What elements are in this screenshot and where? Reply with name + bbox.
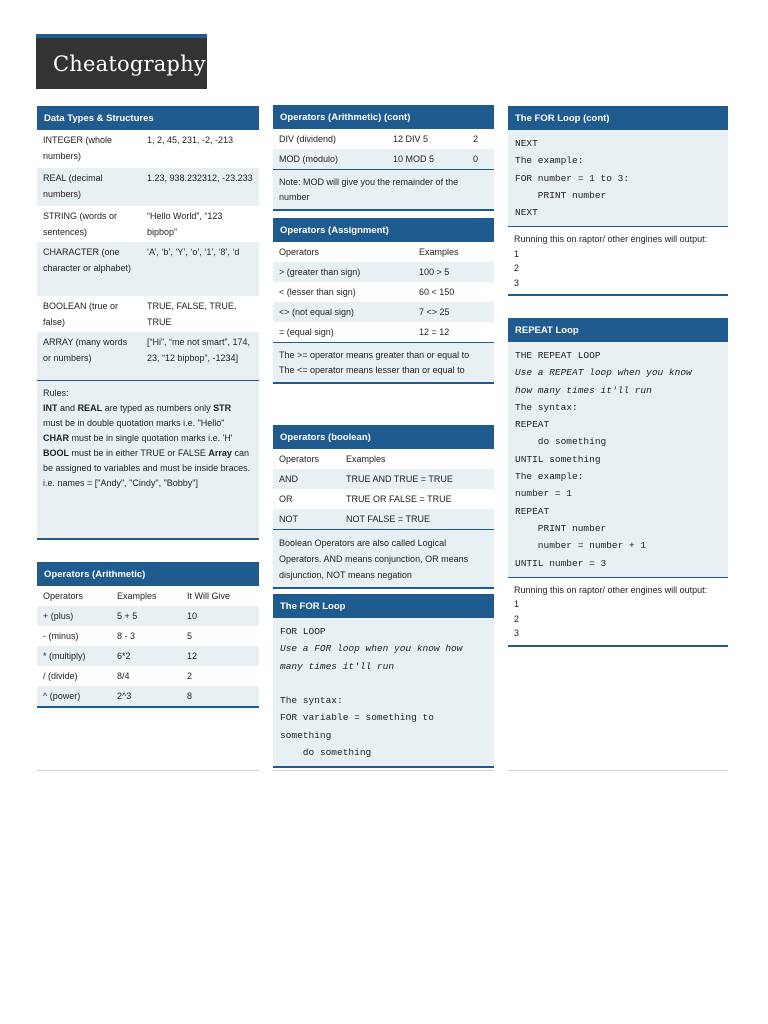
output-line: 3 (514, 277, 520, 288)
cell: + (plus) (37, 606, 111, 626)
note-text: Running this on raptor/ other engines will output: (514, 234, 708, 245)
type-name: ARRAY (many words or numbers) (37, 332, 141, 380)
column-header: Examples (419, 247, 459, 257)
boolean-section (273, 425, 494, 589)
cell: 8/4 (117, 671, 130, 681)
table-row (273, 469, 494, 489)
table-row (37, 296, 259, 332)
output-line: 1 (514, 248, 520, 259)
code-line: THE REPEAT LOOP (515, 350, 601, 361)
section-title: The FOR Loop (273, 594, 494, 618)
rule-text: must be in double quotation marks i.e. "Hello" (43, 418, 225, 428)
table-row (37, 130, 259, 168)
rule-text: must be in either TRUE or FALSE (71, 448, 206, 458)
table-row (37, 242, 259, 296)
column-header: Operators (279, 247, 320, 257)
code-line: The syntax: (515, 401, 578, 413)
type-example: “Hello World”, “123 bipbop” (147, 211, 223, 237)
cell: 2 (187, 671, 193, 681)
data-types-section (37, 106, 259, 540)
column-header: It Will Give (187, 591, 231, 601)
cell: DIV (dividend) (279, 134, 337, 144)
for-loop-code (273, 618, 494, 766)
rule-text: can be assigned to variables and must be inside braces. i.e. names = ["Andy", "Cindy", "Bobby"] (43, 448, 251, 488)
for-cont-section (508, 106, 728, 296)
table-row (273, 302, 494, 322)
note-text: Running this on raptor/ other engines will output: (514, 584, 708, 595)
repeat-section (508, 318, 728, 647)
section-title: REPEAT Loop (508, 318, 728, 342)
cell: 5 (187, 631, 193, 641)
assign-note (273, 342, 494, 382)
table-row (37, 168, 259, 206)
note-line: The >= operator means greater than or equal to (279, 350, 470, 360)
code-line: NEXT (515, 138, 538, 149)
blank-line (280, 675, 488, 692)
section-title: Operators (boolean) (273, 425, 494, 449)
code-line: REPEAT (515, 505, 550, 517)
table-row (37, 646, 259, 666)
rule-keyword: INT (43, 403, 58, 413)
output-line: 2 (514, 263, 520, 274)
table-header-row (273, 449, 494, 469)
table-header-row (37, 586, 259, 606)
type-example: 1, 2, 45, 231, -2, -213 (147, 135, 234, 145)
code-line: PRINT number (515, 189, 607, 201)
table-row (37, 666, 259, 686)
table-row (273, 489, 494, 509)
code-line: FOR LOOP (280, 626, 326, 637)
column-divider (273, 770, 494, 771)
type-name: CHARACTER (one character or alphabet) (37, 242, 141, 296)
cell: 2^3 (111, 686, 181, 706)
boolean-note: Boolean Operators are also called Logical Operators. AND means conjunction, OR means disjunction, NOT means negation (273, 529, 494, 587)
cell: - (minus) (43, 631, 79, 641)
arith-cont-section (273, 105, 494, 211)
cell: 60 < 150 (419, 287, 455, 297)
cell: 5 + 5 (111, 606, 181, 626)
code-line: something (280, 729, 332, 741)
arith-cont-table (273, 129, 494, 169)
cell: 12 = 12 (419, 327, 450, 337)
cell: 8 (181, 686, 259, 706)
boolean-table (273, 449, 494, 529)
cell: 12 (181, 646, 259, 666)
cell: 6*2 (111, 646, 181, 666)
code-line: how many times it'll run (515, 384, 652, 396)
rule-keyword: CHAR (43, 433, 69, 443)
cell: OR (279, 494, 293, 504)
cell: AND (273, 469, 340, 489)
type-name: REAL (decimal numbers) (37, 168, 141, 206)
code-line: The syntax: (280, 695, 343, 707)
code-line: number = 1 (515, 488, 573, 500)
section-title: Data Types & Structures (37, 106, 259, 130)
column-header: Operators (43, 591, 84, 601)
data-types-table (37, 130, 259, 380)
type-example: TRUE, FALSE, TRUE, TRUE (147, 301, 237, 327)
type-name: INTEGER (whole numbers) (43, 135, 113, 161)
cell: 10 MOD 5 (387, 149, 467, 169)
table-row (37, 686, 259, 706)
code-line: do something (515, 436, 607, 448)
table-row (37, 606, 259, 626)
cell: < (lesser than sign) (279, 287, 356, 297)
rules-note (37, 380, 259, 538)
table-row (273, 149, 494, 169)
table-row (37, 626, 259, 646)
column-divider (508, 770, 728, 771)
rule-keyword: STR (213, 403, 232, 413)
rule-keyword: REAL (77, 403, 103, 413)
output-line: 2 (514, 613, 520, 624)
cell: NOT FALSE = TRUE (340, 509, 494, 529)
code-line: do something (280, 747, 372, 759)
code-line: NEXT (515, 207, 538, 219)
type-name: STRING (words or sentences) (43, 211, 118, 237)
code-line: PRINT number (515, 522, 607, 534)
table-row (273, 509, 494, 529)
column-header: Examples (346, 454, 386, 464)
table-row (273, 262, 494, 282)
code-line: FOR variable = something to (280, 712, 434, 724)
output-line: 1 (514, 599, 520, 610)
section-title: Operators (Arithmetic) (37, 562, 259, 586)
table-header-row (273, 242, 494, 262)
column-header: Examples (117, 591, 157, 601)
section-title: Operators (Assignment) (273, 218, 494, 242)
table-row (37, 332, 259, 380)
cell: NOT (273, 509, 340, 529)
type-example: [“Hi”, “me not smart”, 174, 23, “12 bipbop”, -1234] (141, 332, 259, 380)
table-row (273, 322, 494, 342)
code-line: UNTIL something (515, 453, 601, 465)
for-loop-section (273, 594, 494, 768)
cell: TRUE OR FALSE = TRUE (346, 494, 452, 504)
code-line: FOR number = 1 to 3: (515, 172, 630, 184)
code-line: UNTIL number = 3 (515, 557, 607, 569)
cell: 10 (181, 606, 259, 626)
output-note (508, 577, 728, 645)
code-line: many times it'll run (280, 660, 395, 672)
repeat-code (508, 342, 728, 577)
code-line: REPEAT (515, 419, 550, 431)
cell: MOD (modulo) (273, 149, 387, 169)
code-line: The example: (515, 471, 584, 483)
type-example: 1.23, 938.232312, -23.233 (141, 168, 259, 206)
cell: TRUE AND TRUE = TRUE (340, 469, 494, 489)
table-row (273, 129, 494, 149)
rule-text: and (60, 403, 76, 413)
table-row (37, 206, 259, 242)
code-line: The example: (515, 155, 584, 167)
note-line: The <= operator means lesser than or equal to (279, 365, 465, 375)
arith-table (37, 586, 259, 706)
rule-text: are typed as numbers only (104, 403, 211, 413)
mod-note: Note: MOD will give you the remainder of the number (273, 169, 494, 209)
cell: 8 - 3 (117, 631, 136, 641)
type-example: ‘A’, ‘b’, ‘Y’, ‘o’, ‘1’, ‘8’, ‘d (141, 242, 259, 296)
rules-heading: Rules: (43, 388, 69, 398)
cell: 7 <> 25 (413, 302, 494, 322)
rule-text: must be in single quotation marks i.e. 'H' (71, 433, 233, 443)
code-line: Use a REPEAT loop when you know (515, 367, 692, 379)
section-title: Operators (Arithmetic) (cont) (273, 105, 494, 129)
arith-section (37, 562, 259, 708)
rule-keyword: BOOL (43, 448, 69, 458)
cheatography-logo[interactable]: Cheatography (36, 34, 207, 89)
type-name: BOOLEAN (true or false) (43, 301, 119, 327)
for-cont-code (508, 130, 728, 226)
rule-keyword: Array (208, 448, 232, 458)
cell: <> (not equal sign) (273, 302, 413, 322)
cell: 2 (473, 134, 479, 144)
cell: = (equal sign) (279, 327, 334, 337)
column-header: Operators (279, 454, 320, 464)
assign-table (273, 242, 494, 342)
column-divider (37, 770, 259, 771)
section-title: The FOR Loop (cont) (508, 106, 728, 130)
output-line: 3 (514, 628, 520, 639)
cell: 100 > 5 (413, 262, 494, 282)
assign-section (273, 218, 494, 384)
cell: * (multiply) (37, 646, 111, 666)
cell: > (greater than sign) (273, 262, 413, 282)
cell: 0 (467, 149, 494, 169)
table-row (273, 282, 494, 302)
cell: / (divide) (43, 671, 78, 681)
output-note (508, 226, 728, 294)
code-line: Use a FOR loop when you know how (280, 643, 463, 655)
code-line: number = number + 1 (515, 540, 647, 552)
cell: ^ (power) (37, 686, 111, 706)
cell: 12 DIV 5 (393, 134, 429, 144)
